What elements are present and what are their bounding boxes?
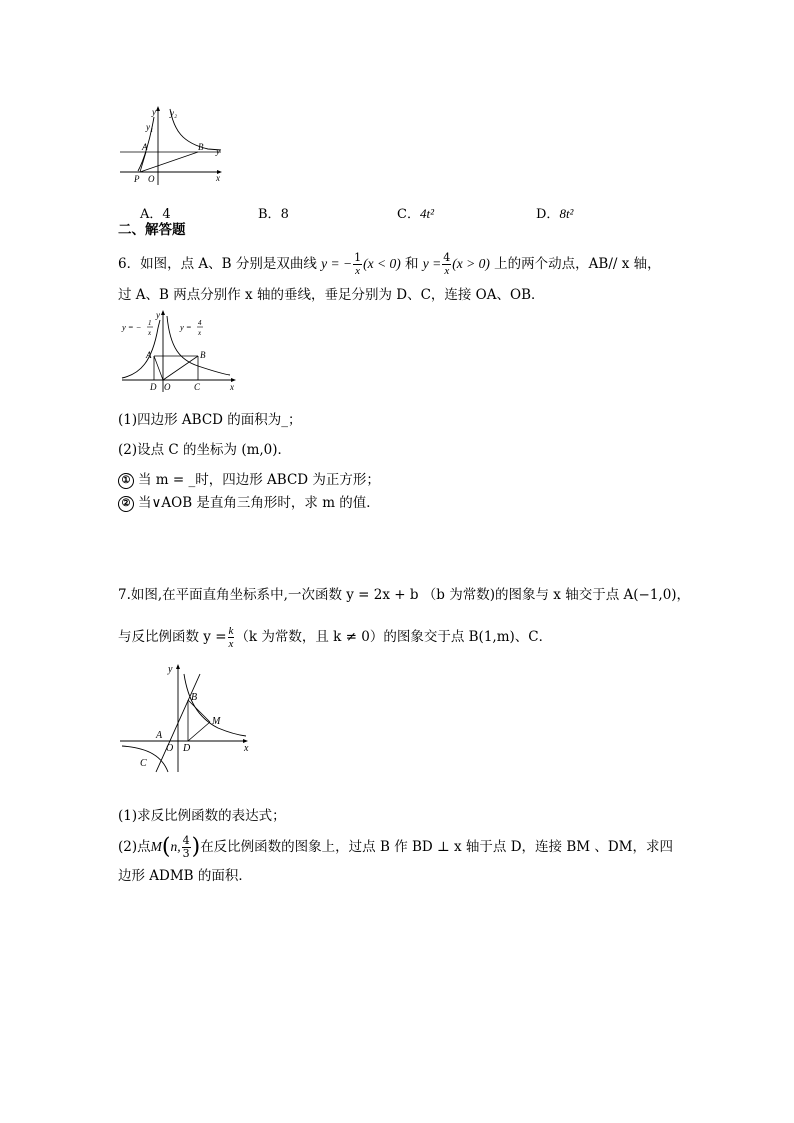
label-a: A bbox=[142, 142, 148, 152]
q7-part2-line2: 边形 ADMB 的面积． bbox=[118, 868, 252, 884]
q7-m-fraction: $\frac{4}{3}$ bbox=[182, 834, 190, 860]
option-d[interactable]: D．8t² bbox=[536, 206, 574, 222]
segment-dm bbox=[188, 722, 210, 741]
label-c: C bbox=[194, 382, 201, 392]
label-a: A bbox=[146, 350, 152, 360]
q6-part2: (2)设点 C 的坐标为 (m,0)． bbox=[118, 442, 292, 458]
q7-figure bbox=[118, 660, 258, 775]
label-right-curve-den: x bbox=[198, 329, 202, 337]
label-a: A bbox=[156, 730, 163, 741]
segment-pb bbox=[140, 152, 198, 172]
q7-line2: 与反比例函数 y = $\frac{k}{x}$ （k 为常数，且 k ≠ 0）的图象交于点 B(1,m)、C． bbox=[118, 625, 553, 650]
y-axis-arrow bbox=[161, 310, 165, 315]
segment-oa bbox=[154, 356, 163, 380]
q6-eq1-fraction: $\frac{1}{x}$ bbox=[354, 251, 362, 277]
q7-line1: 7.如图,在平面直角坐标系中,一次函数 y = 2x + b （b 为常数)的图象与 x 轴交于点 A(−1,0)， bbox=[118, 587, 691, 603]
label-x: x bbox=[244, 743, 249, 754]
label-right-curve: y = bbox=[180, 322, 192, 332]
option-a[interactable]: A．4 bbox=[140, 207, 171, 222]
q6-line1: 6．如图，点 A、B 分别是双曲线 y = − $\frac{1}{x}$ (x < 0) 和 y = $\frac{4}{x}$ (x > 0) 上的两个动点，AB// x 轴， bbox=[118, 251, 661, 277]
label-y1: y₁ bbox=[146, 122, 154, 132]
label-y: y bbox=[156, 310, 160, 320]
option-b[interactable]: B．8 bbox=[258, 207, 289, 222]
q7-part1: (1)求反比例函数的表达式； bbox=[118, 808, 286, 824]
label-y-right: y bbox=[216, 146, 220, 156]
label-m: M bbox=[212, 716, 221, 727]
label-o: O bbox=[166, 743, 174, 754]
option-c[interactable]: C．4t² bbox=[397, 206, 434, 222]
segment-pa bbox=[140, 152, 146, 172]
label-b: B bbox=[198, 142, 204, 152]
label-left-curve: y = − bbox=[122, 322, 142, 332]
label-right-curve-num: 4 bbox=[198, 319, 202, 327]
q6-figure bbox=[118, 308, 243, 396]
q6-sub2: ② 当∨AOB 是直角三角形时，求 m 的值． bbox=[118, 493, 380, 513]
q7-part2: (2)点M(n, $\frac{4}{3}$ )在反比例函数的图象上，过点 B 作 BD ⊥ x 轴于点 D，连接 BM 、DM，求四 bbox=[118, 834, 673, 860]
label-d: D bbox=[183, 743, 191, 754]
circled-2: ② bbox=[118, 496, 134, 512]
label-d: D bbox=[150, 382, 157, 392]
label-b: B bbox=[191, 692, 198, 703]
label-p: P bbox=[134, 174, 140, 184]
y-axis-arrow bbox=[156, 106, 160, 111]
label-left-curve-den: x bbox=[148, 329, 152, 337]
label-x: x bbox=[216, 173, 220, 183]
q5-figure bbox=[118, 105, 228, 187]
label-left-curve-num: 1 bbox=[148, 319, 152, 327]
q6-part1: (1)四边形 ABCD 的面积为_； bbox=[118, 412, 302, 428]
y-axis-arrow bbox=[176, 664, 180, 669]
section-title: 二、解答题 bbox=[118, 222, 186, 238]
q7-kx-fraction: $\frac{k}{x}$ bbox=[228, 625, 234, 650]
segment-bm bbox=[188, 700, 210, 722]
label-o: O bbox=[148, 174, 155, 184]
label-y: y bbox=[152, 107, 156, 117]
label-x: x bbox=[230, 382, 234, 392]
q6-eq2-fraction: $\frac{4}{x}$ bbox=[443, 251, 451, 277]
segment-ob bbox=[163, 356, 198, 380]
curve-y2 bbox=[170, 109, 221, 150]
q6-line2: 过 A、B 两点分别作 x 轴的垂线，垂足分别为 D、C，连接 OA、OB． bbox=[118, 287, 545, 303]
label-o: O bbox=[164, 382, 171, 392]
label-y: y bbox=[168, 664, 173, 675]
label-y2: y₂ bbox=[170, 108, 178, 118]
circled-1: ① bbox=[118, 473, 134, 489]
q6-sub1: ① 当 m = _时，四边形 ABCD 为正方形； bbox=[118, 470, 380, 490]
label-c: C bbox=[140, 758, 147, 769]
label-b: B bbox=[200, 350, 206, 360]
